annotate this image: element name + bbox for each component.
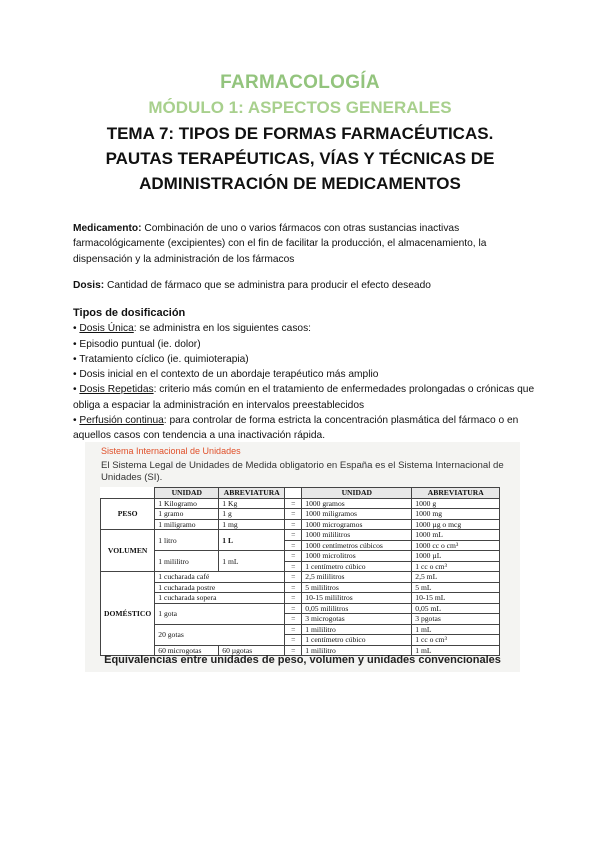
cell-unidad-2: 1000 miligramos [302, 509, 412, 520]
cell-unidad-2: 1 mililitro [302, 624, 412, 635]
header-abreviatura: ABREVIATURA [219, 488, 285, 499]
figure-caption: Equivalencias entre unidades de peso, volumen y unidades convencionales [104, 654, 501, 666]
header-unidad-2: UNIDAD [302, 488, 412, 499]
cell-equals: = [285, 582, 302, 593]
cell-unidad-2: 1000 microlitros [302, 551, 412, 562]
dosis-unica-text: : se administra en los siguientes casos: [133, 323, 312, 335]
table-row [101, 624, 500, 635]
header-blank [101, 488, 155, 499]
cell-equals: = [285, 540, 302, 551]
cell-unidad-2: 1000 centímetros cúbicos [302, 540, 412, 551]
case-item-3: • Dosis inicial en el contexto de un abordaje terapéutico más amplio [73, 369, 379, 381]
cell-abreviatura-2: 1000 µg o mcg [412, 519, 500, 530]
cell-equals: = [285, 551, 302, 562]
topic-title-line-1: TEMA 7: TIPOS DE FORMAS FARMACÉUTICAS. [106, 124, 494, 143]
table-row [101, 530, 500, 541]
cell-abreviatura-2: 1000 mL [412, 530, 500, 541]
cell-unidad-2: 1000 mililitros [302, 530, 412, 541]
cell-equals: = [285, 572, 302, 583]
topic-title [0, 121, 600, 196]
case-item-2: • Tratamiento cíclico (ie. quimioterapia) [73, 353, 249, 365]
table-row [101, 582, 500, 593]
cell-unidad-2: 2,5 mililitros [302, 572, 412, 583]
cell-unidad-2: 0,05 mililitros [302, 603, 412, 614]
category-domestico: DOMÉSTICO [101, 572, 155, 656]
cell-equals: = [285, 498, 302, 509]
cell-unidad-2: 10-15 mililitros [302, 593, 412, 604]
cell-equals: = [285, 614, 302, 625]
cell-abreviatura: 60 µgotas [219, 645, 285, 656]
cell-unidad-2: 5 mililitros [302, 582, 412, 593]
cell-equals: = [285, 635, 302, 646]
cell-unidad: 1 gota [155, 603, 285, 624]
dosage-types-section [73, 306, 543, 444]
cell-equals: = [285, 530, 302, 541]
dosis-repetidas-label: Dosis Repetidas [79, 384, 154, 396]
dosis-unica-label: Dosis Única [79, 323, 134, 335]
cell-abreviatura-2: 3 pgotas [412, 614, 500, 625]
cell-unidad: 1 cucharada postre [155, 582, 285, 593]
cell-unidad: 1 litro [155, 530, 219, 551]
table-row [101, 593, 500, 604]
cell-abreviatura-2: 1 mL [412, 645, 500, 656]
cell-equals: = [285, 603, 302, 614]
perfusion-continua-item: • Perfusión continua: para controlar de forma estricta la concentración plasmática del fármaco o en aquellos casos con tendencia a una inactivación rápida. [73, 415, 519, 442]
dosis-text: Cantidad de fármaco que se administra para producir el efecto deseado [104, 280, 431, 291]
category-volumen: VOLUMEN [101, 530, 155, 572]
units-figure [85, 442, 520, 672]
cell-unidad: 60 microgotas [155, 645, 219, 656]
cell-abreviatura-2: 10-15 mL [412, 593, 500, 604]
cell-unidad-2: 1 centímetro cúbico [302, 561, 412, 572]
cell-unidad: 1 cucharada café [155, 572, 285, 583]
figure-intro: El Sistema Legal de Unidades de Medida obligatorio en España es el Sistema Internacional de Unidades (SI). [101, 460, 504, 483]
dosis-definition [73, 278, 543, 293]
cell-unidad: 1 Kilogramo [155, 498, 219, 509]
table-row [101, 603, 500, 614]
cell-abreviatura-2: 1 cc o cm³ [412, 635, 500, 646]
cell-abreviatura-2: 1000 µL [412, 551, 500, 562]
dosis-repetidas-text: : criterio más común en el tratamiento de enfermedades prolongadas o crónicas que obliga a espaciar la administración en intervalos preestablecidos [73, 384, 535, 411]
table-row [101, 519, 500, 530]
cell-unidad-2: 1 mililitro [302, 645, 412, 656]
cell-equals: = [285, 519, 302, 530]
cell-abreviatura-2: 1000 mg [412, 509, 500, 520]
cell-unidad-2: 3 microgotas [302, 614, 412, 625]
cell-unidad: 1 cucharada sopera [155, 593, 285, 604]
category-peso: PESO [101, 498, 155, 530]
dosage-types-heading: Tipos de dosificación [73, 307, 186, 319]
cell-equals: = [285, 645, 302, 656]
dosis-term: Dosis: [73, 280, 105, 291]
case-item-1: • Episodio puntual (ie. dolor) [73, 338, 201, 350]
cell-abreviatura: 1 mg [219, 519, 285, 530]
topic-title-line-3: ADMINISTRACIÓN DE MEDICAMENTOS [139, 174, 461, 193]
subject-title: FARMACOLOGÍA [220, 72, 380, 93]
figure-title: Sistema Internacional de Unidades [101, 446, 241, 456]
cell-abreviatura: 1 L [219, 530, 285, 551]
medicamento-definition [73, 221, 543, 267]
module-title: MÓDULO 1: ASPECTOS GENERALES [148, 98, 452, 117]
topic-title-line-2: PAUTAS TERAPÉUTICAS, VÍAS Y TÉCNICAS DE [105, 149, 495, 168]
cell-unidad: 1 gramo [155, 509, 219, 520]
dosis-repetidas-item: • Dosis Repetidas: criterio más común en el tratamiento de enfermedades prolongadas o crónicas que obliga a espaciar la administración en intervalos preestablecidos [73, 384, 535, 411]
cell-abreviatura: 1 mL [219, 551, 285, 572]
units-table-header [101, 488, 500, 499]
cell-unidad: 20 gotas [155, 624, 285, 645]
perfusion-continua-text: : para controlar de forma estricta la concentración plasmática del fármaco o en aquellos casos con tendencia a una inactivación rápida. [73, 415, 519, 442]
cell-unidad-2: 1000 microgramos [302, 519, 412, 530]
dosis-unica-item: • Dosis Única: se administra en los siguientes casos: [73, 323, 312, 335]
medicamento-text: Combinación de uno o varios fármacos con otras sustancias inactivas farmacológicamente (excipientes) con el fin de facilitar la producción, el almacenamiento, la dispensación y la administración de los fármacos [73, 223, 487, 265]
header-abreviatura-2: ABREVIATURA [412, 488, 500, 499]
cell-equals: = [285, 561, 302, 572]
cell-unidad-2: 1 centímetro cúbico [302, 635, 412, 646]
units-table [100, 487, 500, 656]
cell-abreviatura: 1 g [219, 509, 285, 520]
cell-equals: = [285, 624, 302, 635]
cell-abreviatura-2: 1 mL [412, 624, 500, 635]
cell-abreviatura-2: 1000 g [412, 498, 500, 509]
cell-abreviatura-2: 1 cc o cm³ [412, 561, 500, 572]
cell-abreviatura-2: 2,5 mL [412, 572, 500, 583]
cell-unidad: 1 mililitro [155, 551, 219, 572]
cell-unidad: 1 miligramo [155, 519, 219, 530]
table-row [101, 572, 500, 583]
cell-abreviatura-2: 0,05 mL [412, 603, 500, 614]
medicamento-term: Medicamento: [73, 223, 142, 234]
cell-abreviatura-2: 5 mL [412, 582, 500, 593]
cell-abreviatura: 1 Kg [219, 498, 285, 509]
header-unidad: UNIDAD [155, 488, 219, 499]
cell-abreviatura-2: 1000 cc o cm³ [412, 540, 500, 551]
table-row [101, 498, 500, 509]
document-title-block [0, 70, 600, 196]
table-row [101, 509, 500, 520]
cell-equals: = [285, 593, 302, 604]
cell-unidad-2: 1000 gramos [302, 498, 412, 509]
perfusion-continua-label: Perfusión continua [79, 415, 164, 427]
header-eq-blank [285, 488, 302, 499]
table-row [101, 551, 500, 562]
cell-equals: = [285, 509, 302, 520]
